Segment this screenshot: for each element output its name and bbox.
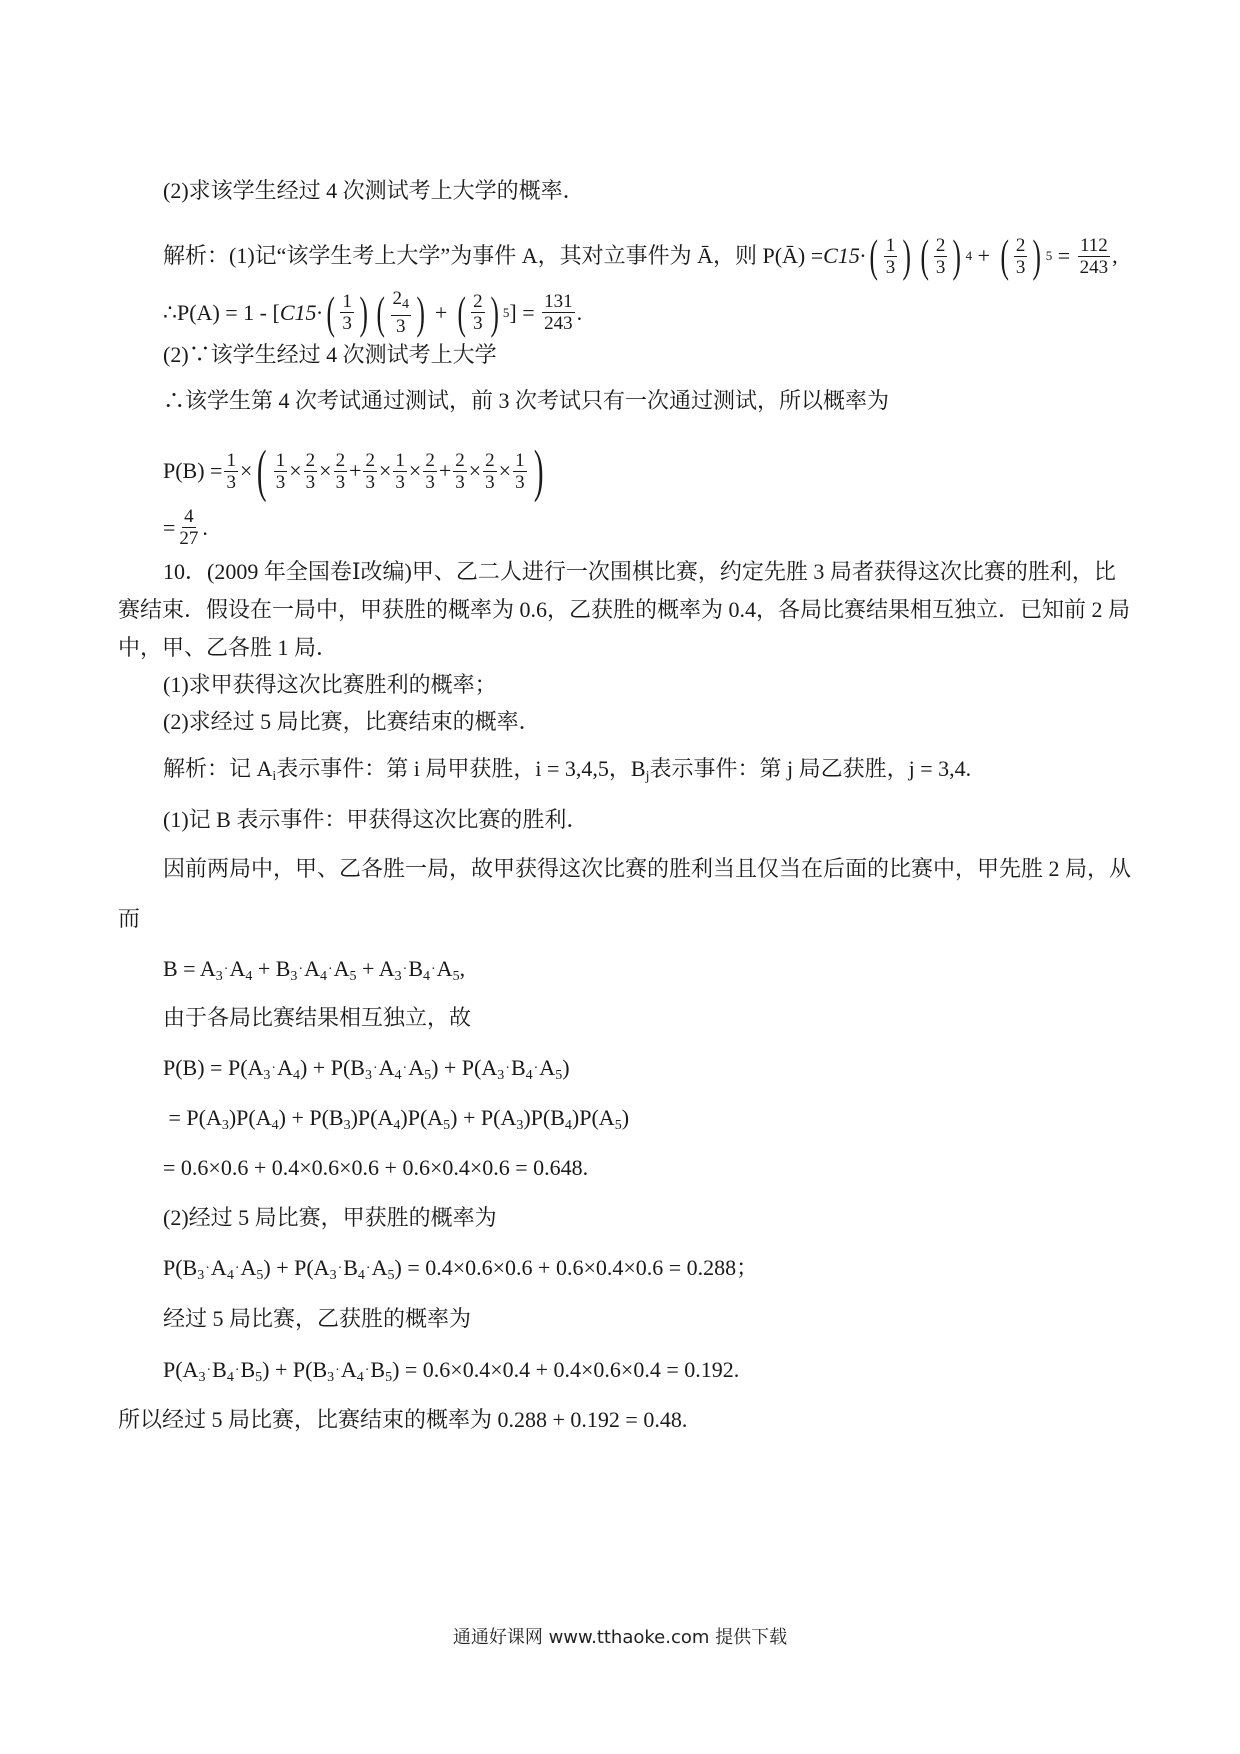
q9-part2: (2)求该学生经过 4 次测试考上大学的概率． bbox=[163, 178, 585, 203]
result-fraction: $\frac{131}{243}$ bbox=[544, 291, 573, 334]
q9-s2-line1: (2)∵该学生经过 4 次测试考上大学 bbox=[163, 342, 497, 367]
q10-s1: (1)记 B 表示事件：甲获得这次比赛的胜利． bbox=[163, 807, 589, 832]
q9-solution-label: 解析： bbox=[163, 243, 230, 268]
paren-fraction: ( $\frac{2}{3}$ ) bbox=[919, 230, 962, 281]
q10-part1: (1)求甲获得这次比赛胜利的概率； bbox=[163, 672, 497, 697]
pa-lead: ∴P(A) = 1 - [ bbox=[163, 299, 280, 325]
q10-line1: 10．(2009 年全国卷Ⅰ改编)甲、乙二人进行一次围棋比赛，约定先胜 3 局者获得这次比赛的胜利，比 bbox=[163, 559, 1116, 584]
q10-s2-yi-formula: $P(A_3\cdot B_4\cdot B_5) + P(B_3\cdot A_4\cdot B_5) = 0.6\times 0.4\times 0.4 + 0.4\times 0.6\times 0.4 = 0.192$. bbox=[163, 1357, 740, 1385]
q10-pb-formula: $P(B) = P(A_3\cdot A_4) + P(B_3\cdot A_4\cdot A_5) + P(A_3\cdot B_4\cdot A_5)$ bbox=[163, 1055, 570, 1083]
q9-s2-line2: ∴该学生第 4 次考试通过测试，前 3 次考试只有一次通过测试，所以概率为 bbox=[163, 388, 890, 413]
pb-lead: P(B) = bbox=[163, 458, 223, 483]
q10-line2: 赛结束．假设在一局中，甲获胜的概率为 0.6，乙获胜的概率为 0.4，各局比赛结果相互独立．已知前 2 局 bbox=[118, 597, 1131, 622]
q10-s2-yi: 经过 5 局比赛，乙获胜的概率为 bbox=[163, 1306, 472, 1331]
q9-solution-1-text: (1)记“该学生考上大学”为事件 A，其对立事件为 Ā，则 P(Ā) = bbox=[229, 243, 824, 268]
q10-line3: 中，甲、乙各胜 1 局． bbox=[118, 635, 339, 660]
paren-fraction: ( $\frac{2}{3}$ ) bbox=[1000, 230, 1042, 281]
q10-s2-jia-formula: $P(B_3\cdot A_4\cdot A_5) + P(A_3\cdot B_4\cdot A_5) = 0.4\times 0.6\times 0.6 + 0.6\times 0.4\times 0.6 = 0.288$； bbox=[163, 1255, 759, 1283]
q9-pa-line: ∴P(A) = 1 - [ C15· ( $\frac{1}{3}$ ) ( $\frac{2_4}{3}$ ) + ( $\frac{2}{3}$ ) 5 ] = $\frac{131}{243}$ . bbox=[163, 286, 583, 338]
q10-part2: (2)求经过 5 局比赛，比赛结束的概率． bbox=[163, 709, 541, 734]
q10-indep: 由于各局比赛结果相互独立，故 bbox=[163, 1005, 472, 1030]
result-fraction: $\frac{112}{243}$ bbox=[1079, 234, 1109, 278]
combination-term: C15· bbox=[823, 243, 866, 268]
q10-s1-reason: 因前两局中，甲、乙各胜一局，故甲获得这次比赛的胜利当且仅当在后面的比赛中，甲先胜 2 局，从 bbox=[163, 856, 1132, 881]
q9-pb-result: = $\frac{4}{27}$ . bbox=[163, 506, 208, 549]
q10-s1-cont: 而 bbox=[118, 906, 141, 931]
paren-fraction: ( $\frac{1}{3}$ ) bbox=[869, 230, 912, 281]
result-fraction: $\frac{4}{27}$ bbox=[179, 506, 199, 549]
q10-solution-intro: 解析：记 $A_i$表示事件：第 i 局甲获胜，i = 3,4,5，$B_j$表示事件：第 j 局乙获胜，j = 3,4. bbox=[163, 756, 972, 784]
q10-final: 所以经过 5 局比赛，比赛结束的概率为 0.288 + 0.192 = 0.48. bbox=[118, 1407, 688, 1432]
q9-solution-1: 解析： (1)记“该学生考上大学”为事件 A，其对立事件为 Ā，则 P(Ā) = C15· ( $\frac{1}{3}$ ) ( $\frac{2}{3}$ ) 4 + ( $\frac{2}{3}$ ) 5 = $\frac{112}{243}$ , bbox=[163, 230, 1118, 281]
q9-pb-line: P(B) = $\frac{1}{3}$ × ( $\frac{1}{3}$ × $\frac{2}{3}$ × $\frac{2}{3}$ + $\frac{2}{3}$ × $\frac{1}{3}$ × $\frac{2}{3}$ + $\frac{2}{3}$ × $\frac{2}{3}$ × $\frac{1}{3}$ ) bbox=[163, 438, 544, 503]
q10-b-formula: $B = A_3\cdot A_4 + B_3\cdot A_4\cdot A_5 + A_3\cdot B_4\cdot A_5$, bbox=[163, 956, 466, 984]
q10-pb-expand: = $P(A_3)P(A_4) + P(B_3)P(A_4)P(A_5) + P(A_3)P(B_4)P(A_5)$ bbox=[163, 1105, 630, 1133]
q10-s2-jia: (2)经过 5 局比赛，甲获胜的概率为 bbox=[163, 1205, 497, 1230]
q10-calc-result: = 0.6×0.6 + 0.4×0.6×0.6 + 0.6×0.4×0.6 = 0.648. bbox=[163, 1155, 589, 1180]
page-footer: 通通好课网 www.tthaoke.com 提供下载 bbox=[452, 1627, 788, 1648]
